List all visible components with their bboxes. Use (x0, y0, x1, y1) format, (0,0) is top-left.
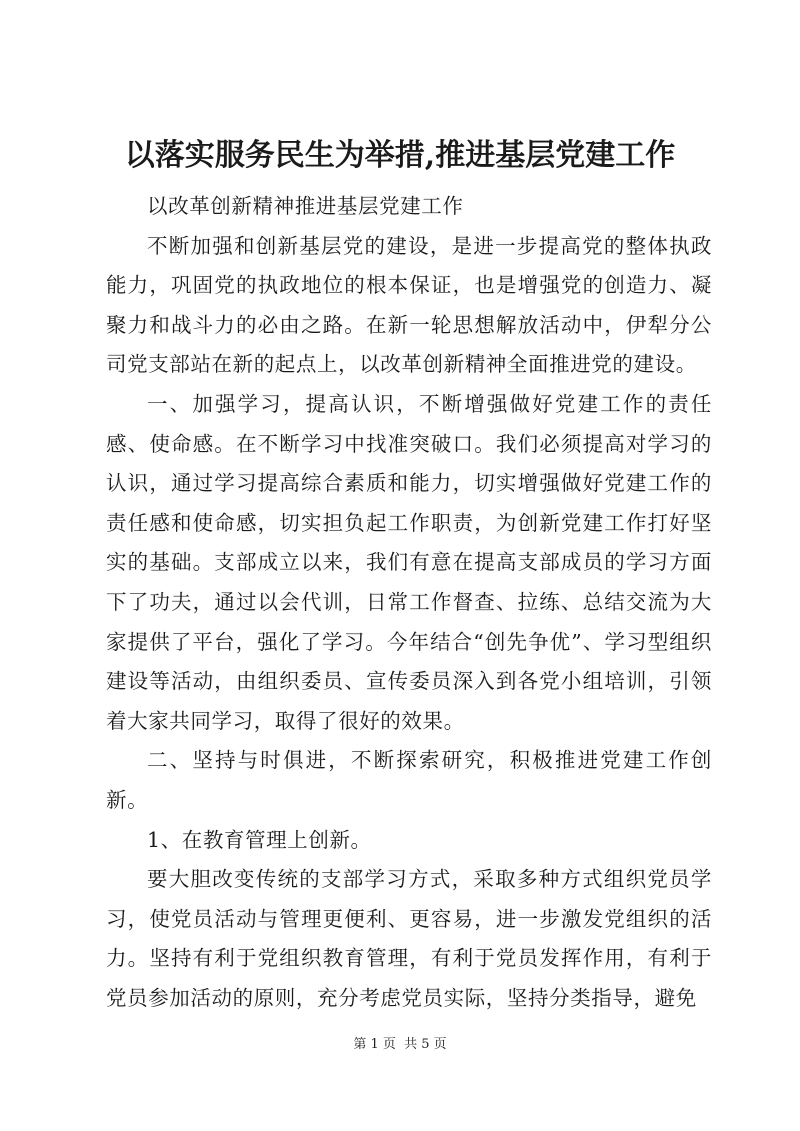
subsection-heading: 1、在教育管理上创新。 (147, 827, 372, 852)
document-title: 以落实服务民生为举措,推进基层党建工作 (124, 138, 676, 173)
page-number: 第 1 页 共 5 页 (353, 1037, 447, 1052)
document-body (106, 187, 712, 1018)
intro-paragraph: 不断加强和创新基层党的建设，是进一步提高党的整体执政能力，巩固党的执政地位的根本保证，也是增强党的创造力、凝聚力和战斗力的必由之路。在新一轮思想解放活动中，伊犁分公司党支部站在新的起点上，以改革创新精神全面推进党的建设。 (106, 233, 712, 377)
subtitle-paragraph: 以改革创新精神推进基层党建工作 (147, 194, 464, 218)
subsection-paragraph: 要大胆改变传统的支部学习方式，采取多种方式组织党员学习，使党员活动与管理更便利、更容易，进一步激发党组织的活力。坚持有利于党组织教育管理，有利于党员发挥作用，有利于党员参加活动的原则，充分考虑党员实际，坚持分类指导，避免 (106, 867, 712, 1010)
section-one-paragraph: 一、加强学习，提高认识，不断增强做好党建工作的责任感、使命感。在不断学习中找准突破口。我们必须提高对学习的认识，通过学习提高综合素质和能力，切实增强做好党建工作的责任感和使命感，切实担负起工作职责，为创新党建工作打好坚实的基础。支部成立以来，我们有意在提高支部成员的学习方面下了功夫，通过以会代训，日常工作督查、拉练、总结交流为大家提供了平台，强化了学习。今年结合“创先争优”、学习型组织建设等活动，由组织委员、宣传委员深入到各党小组培训，引领着大家共同学习，取得了很好的效果。 (106, 391, 712, 733)
page-footer (0, 1035, 800, 1055)
section-two-heading: 二、坚持与时俱进，不断探索研究，积极推进党建工作创新。 (106, 748, 712, 812)
